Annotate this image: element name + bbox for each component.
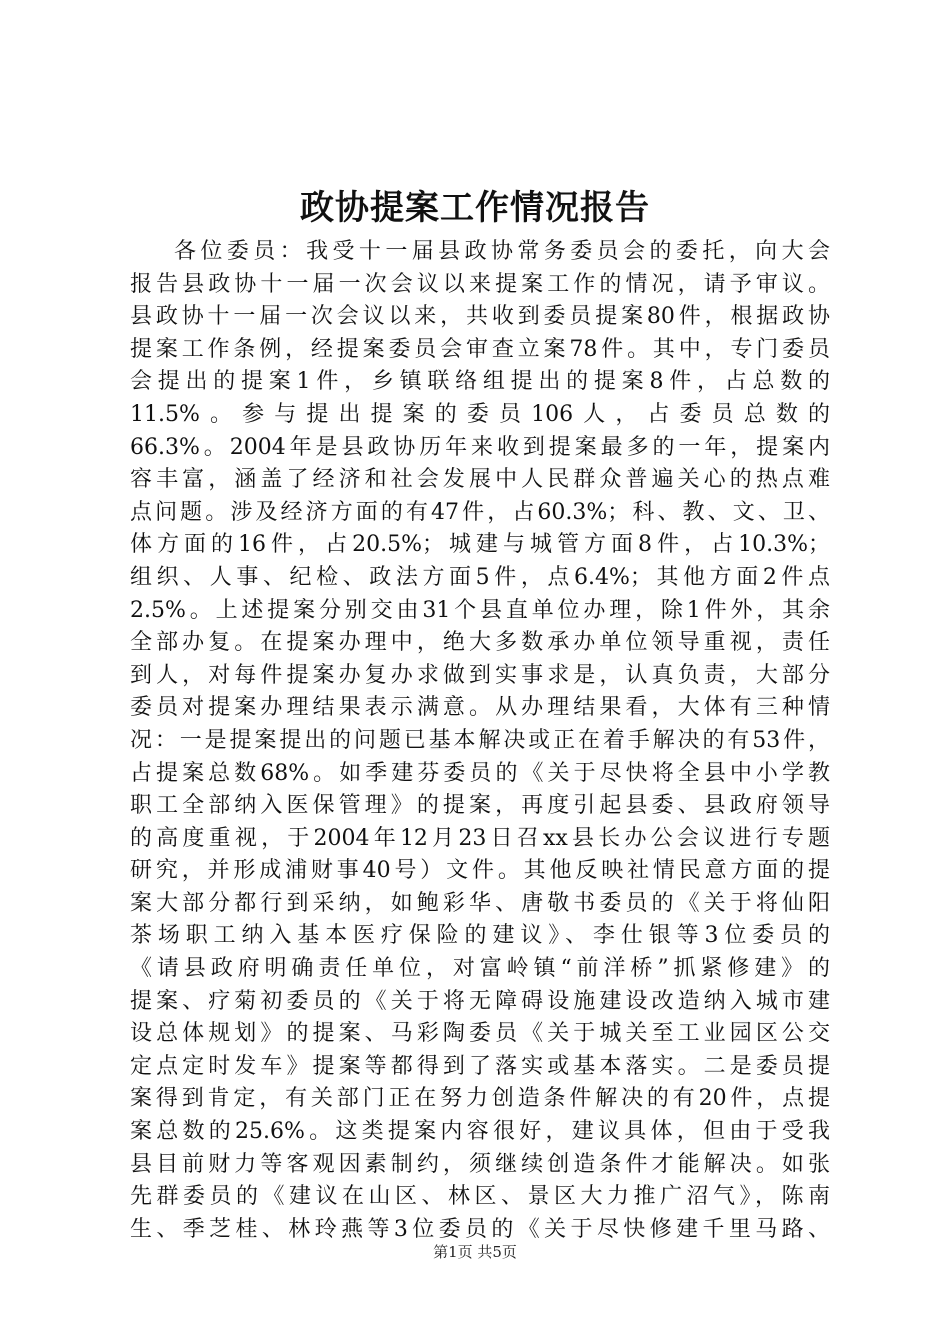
body-line: 县政协十一届一次会议以来，共收到委员提案80件，根据政协 [130, 304, 830, 330]
body-line: 况：一是提案提出的问题已基本解决或正在着手解决的有53件， [130, 727, 830, 753]
body-line: 的高度重视，于2004年12月23日召xx县长办公会议进行专题 [130, 825, 830, 851]
body-line: 定点定时发车》提案等都得到了落实或基本落实。二是委员提 [130, 1053, 830, 1079]
body-line: 11.5%。参与提出提案的委员106人，占委员总数的 [130, 401, 830, 427]
body-line: 提案、疗菊初委员的《关于将无障碍设施建设改造纳入城市建 [130, 988, 830, 1014]
body-line: 案总数的25.6%。这类提案内容很好，建议具体，但由于受我 [130, 1119, 830, 1145]
body-line: 设总体规划》的提案、马彩陶委员《关于城关至工业园区公交 [130, 1021, 830, 1047]
body-line: 报告县政协十一届一次会议以来提案工作的情况，请予审议。 [130, 271, 830, 297]
body-line: 案得到肯定，有关部门正在努力创造条件解决的有20件，点提 [130, 1086, 830, 1112]
body-line: 职工全部纳入医保管理》的提案，再度引起县委、县政府领导 [130, 793, 830, 819]
body-line: 《请县政府明确责任单位，对富岭镇“前洋桥”抓紧修建》的 [130, 956, 830, 982]
body-line: 委员对提案办理结果表示满意。从办理结果看，大体有三种情 [130, 695, 830, 721]
body-line: 县目前财力等客观因素制约，须继续创造条件才能解决。如张 [130, 1151, 830, 1177]
body-line: 先群委员的《建议在山区、林区、景区大力推广沼气》，陈南 [130, 1184, 830, 1210]
body-line: 会提出的提案1件，乡镇联络组提出的提案8件，占总数的 [130, 369, 830, 395]
body-line: 体方面的16件，占20.5%；城建与城管方面8件，占10.3%； [130, 532, 830, 558]
body-line: 案大部分都行到采纳，如鲍彩华、唐敬书委员的《关于将仙阳 [130, 890, 830, 916]
body-line: 茶场职工纳入基本医疗保险的建议》、李仕银等3位委员的 [130, 923, 830, 949]
body-line: 组织、人事、纪检、政法方面5件，点6.4%；其他方面2件点 [130, 564, 830, 590]
body-line: 生、季芝桂、林玲燕等3位委员的《关于尽快修建千里马路、 [130, 1216, 830, 1242]
body-line: 2.5%。上述提案分别交由31个县直单位办理，除1件外，其余 [130, 597, 830, 623]
body-line: 各位委员：我受十一届县政协常务委员会的委托，向大会 [174, 239, 830, 264]
body-line: 全部办复。在提案办理中，绝大多数承办单位领导重视，责任 [130, 630, 830, 656]
document-body [130, 236, 830, 1246]
document-title: 政协提案工作情况报告 [300, 188, 650, 228]
body-line: 提案工作条例，经提案委员会审查立案78件。其中，专门委员 [130, 336, 830, 362]
body-line: 研究，并形成浦财事40号）文件。其他反映社情民意方面的提 [130, 858, 830, 884]
body-line: 66.3%。2004年是县政协历年来收到提案最多的一年，提案内 [130, 434, 830, 460]
body-line: 容丰富，涵盖了经济和社会发展中人民群众普遍关心的热点难 [130, 467, 830, 493]
body-line: 点问题。涉及经济方面的有47件，占60.3%；科、教、文、卫、 [130, 499, 830, 525]
body-line: 到人，对每件提案办复办求做到实事求是，认真负责，大部分 [130, 662, 830, 688]
page-number-footer: 第1页 共5页 [433, 1243, 517, 1261]
body-line: 占提案总数68%。如季建芬委员的《关于尽快将全县中小学教 [130, 760, 830, 786]
